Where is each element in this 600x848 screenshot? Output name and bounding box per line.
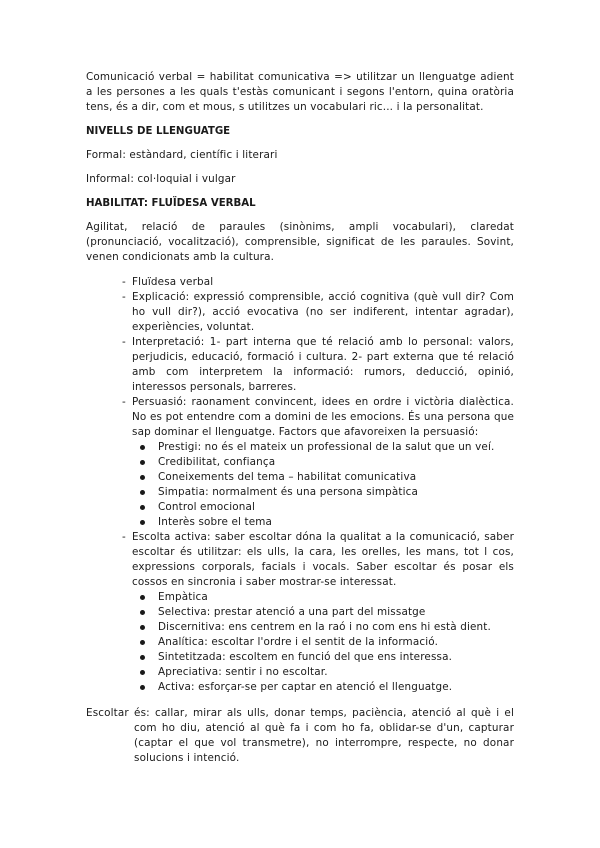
formal-line: Formal: estàndard, científic i literari — [86, 149, 278, 161]
sub-item-text: Prestigi: no és el mateix un professional de la salut que un veí. — [158, 441, 495, 453]
sub-list-item — [132, 605, 514, 620]
list-item-text: Persuasió: raonament convincent, idees en ordre i victòria dialèctica. No es pot entendre com a domini de les emocions. És una persona que sap dominar el llenguatge. Factors que afavoreixen la persuasió: — [132, 396, 514, 438]
persuasion-factors-list — [132, 440, 514, 530]
document-page — [86, 70, 514, 766]
sub-item-text: Simpatia: normalment és una persona simpàtica — [158, 486, 418, 498]
dot-bullet — [140, 640, 145, 645]
dash-bullet: - — [122, 291, 126, 303]
sub-list-item — [132, 500, 514, 515]
list-item-text: Explicació: expressió comprensible, acció cognitiva (què vull dir? Com ho vull dir?), acció evocativa (no ser indiferent, intentar agradar), experiències, voluntat. — [132, 291, 514, 333]
sub-item-text: Coneixements del tema – habilitat comunicativa — [158, 471, 417, 483]
dash-bullet: - — [122, 276, 126, 288]
dash-bullet: - — [122, 396, 126, 408]
listening-types-list — [132, 590, 514, 695]
sub-item-text: Activa: esforçar-se per captar en atenció el llenguatge. — [158, 681, 453, 693]
intro-paragraph: Comunicació verbal = habilitat comunicativa => utilitzar un llenguatge adient a les persones a les quals t'estàs comunicant i segons l'entorn, quina oratòria tens, és a dir, com et mous, s utilitzes un vocabulari ric... i la personalitat. — [86, 71, 514, 113]
dot-bullet — [140, 490, 145, 495]
dot-bullet — [140, 655, 145, 660]
sub-list-item — [132, 635, 514, 650]
sub-item-text: Interès sobre el tema — [158, 516, 273, 528]
sub-item-text: Control emocional — [158, 501, 256, 513]
list-item-text: Fluïdesa verbal — [132, 276, 214, 288]
list-item — [86, 290, 514, 335]
fluency-heading: HABILITAT: FLUÏDESA VERBAL — [86, 198, 256, 209]
sub-item-text: Apreciativa: sentir i no escoltar. — [158, 666, 328, 678]
sub-item-text: Selectiva: prestar atenció a una part del missatge — [158, 606, 426, 618]
dash-bullet: - — [122, 336, 126, 348]
dot-bullet — [140, 595, 145, 600]
sub-list-item — [132, 650, 514, 665]
list-item — [86, 395, 514, 530]
sub-list-item — [132, 590, 514, 605]
dot-bullet — [140, 685, 145, 690]
sub-list-item — [132, 485, 514, 500]
list-item — [86, 335, 514, 395]
dot-bullet — [140, 520, 145, 525]
informal-line: Informal: col·loquial i vulgar — [86, 173, 236, 185]
dot-bullet — [140, 475, 145, 480]
list-item-text: Interpretació: 1- part interna que té relació amb lo personal: valors, perjudicis, educació, formació i cultura. 2- part externa que té relació amb com interpretem la informació: rumors, deducció, opinió, interessos personals, barreres. — [132, 336, 514, 393]
sub-item-text: Empàtica — [158, 591, 208, 603]
listening-paragraph: Escoltar és: callar, mirar als ulls, donar temps, paciència, atenció al què i el com ho diu, atenció al què fa i com ho fa, oblidar-se d'un, capturar (captar el que vol transmetre), no interrompre, respecte, no donar solucions i intenció. — [86, 707, 514, 764]
sub-list-item — [132, 440, 514, 455]
sub-list-item — [132, 455, 514, 470]
sub-item-text: Analítica: escoltar l'ordre i el sentit de la informació. — [158, 636, 439, 648]
list-item — [86, 275, 514, 290]
sub-item-text: Sintetitzada: escoltem en funció del que ens interessa. — [158, 651, 453, 663]
dot-bullet — [140, 625, 145, 630]
list-item-text: Escolta activa: saber escoltar dóna la qualitat a la comunicació, saber escoltar és utilitzar: els ulls, la cara, les orelles, les mans, tot l cos, expressions corporals, facials i vocals. Saber escoltar és posar els cossos en sincronia i saber mostrar-se interessat. — [132, 531, 514, 588]
dot-bullet — [140, 460, 145, 465]
dot-bullet — [140, 505, 145, 510]
sub-list-item — [132, 470, 514, 485]
dot-bullet — [140, 610, 145, 615]
skills-list — [86, 275, 514, 695]
sub-list-item — [132, 620, 514, 635]
fluency-paragraph: Agilitat, relació de paraules (sinònims, ampli vocabulari), claredat (pronunciació, vocalització), comprensible, significat de les paraules. Sovint, venen condicionats amb la cultura. — [86, 221, 514, 263]
sub-list-item — [132, 680, 514, 695]
list-item — [86, 530, 514, 695]
sub-item-text: Credibilitat, confiança — [158, 456, 276, 468]
dash-bullet: - — [122, 531, 126, 543]
sub-list-item — [132, 665, 514, 680]
dot-bullet — [140, 445, 145, 450]
levels-heading: NIVELLS DE LLENGUATGE — [86, 126, 231, 137]
sub-list-item — [132, 515, 514, 530]
dot-bullet — [140, 670, 145, 675]
sub-item-text: Discernitiva: ens centrem en la raó i no com ens hi està dient. — [158, 621, 491, 633]
